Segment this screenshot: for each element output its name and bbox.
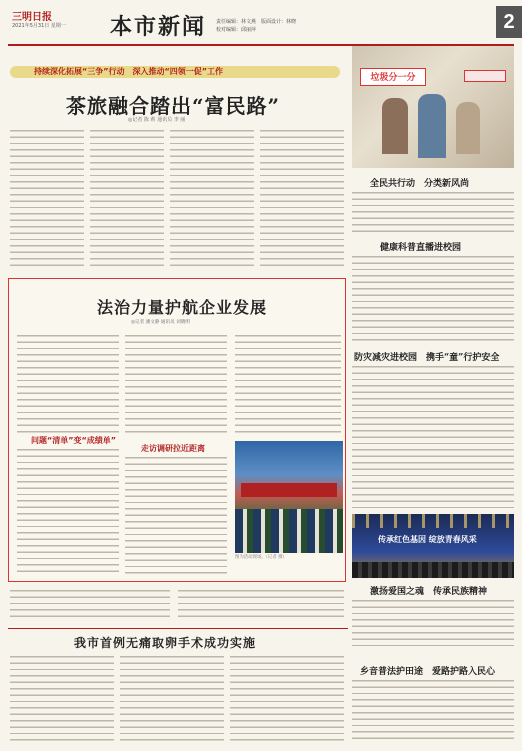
- masthead: [8, 6, 514, 46]
- top-story-column-2: [90, 128, 164, 266]
- right-story-4-head: 激扬爱国之魂 传承民族精神: [370, 587, 488, 597]
- top-story-headline: 茶旅融合踏出“富民路”: [66, 94, 281, 118]
- feature-byline: ◎记者 潘文静 通讯员 刘晓明: [131, 320, 190, 325]
- right-story-3-body: [352, 364, 514, 510]
- stage-lights: [352, 514, 514, 528]
- page-number: 2: [496, 6, 522, 38]
- stage-crowd: [352, 562, 514, 578]
- editors-credit: [216, 18, 296, 34]
- feature-photo: [235, 441, 343, 553]
- feature-headline: 法治力量护航企业发展: [97, 298, 268, 317]
- issue-date: 2021年5月31日 星期一: [12, 23, 66, 29]
- feature-column-3: [235, 333, 341, 433]
- feature-subhead: 走访调研拉近距离: [141, 444, 205, 453]
- right-story-2-body: [352, 254, 514, 342]
- bottom-story-column-3: [230, 654, 344, 744]
- bottom-story-column-1: [10, 654, 114, 744]
- right-story-5-body: [352, 678, 514, 744]
- photo-sign: 垃圾分一分: [360, 68, 426, 86]
- photo-person: [382, 98, 408, 154]
- feature-column-1: [17, 333, 119, 433]
- feature-photo-banner: [241, 483, 337, 497]
- feature-column-2b: [125, 455, 227, 577]
- bottom-story-headline: 我市首例无痛取卵手术成功实施: [74, 636, 257, 650]
- right-story-3-head: 防灾减灾进校园 携手“童”行护安全: [354, 353, 500, 363]
- right-story-1-head: 全民共行动 分类新风尚: [370, 179, 470, 189]
- feature-column-1b: [17, 447, 119, 577]
- bottom-divider: [8, 628, 348, 629]
- lower-left-column-2: [178, 588, 344, 622]
- feature-photo-caption: 图为活动现场。（记者 摄）: [235, 555, 287, 560]
- feature-subhead: 问题“清单”变“成绩单”: [31, 436, 117, 445]
- photo-person: [418, 94, 446, 158]
- section-title: 本市新闻: [110, 14, 207, 40]
- stage-photo: [352, 514, 514, 578]
- editors-line-1: 责任编辑：林文燕 版面设计：林晓: [216, 19, 297, 25]
- right-story-2-head: 健康科普直播进校园: [380, 243, 462, 253]
- top-story-column-1: [10, 128, 84, 266]
- right-story-1-body: [352, 190, 514, 234]
- top-story-column-3: [170, 128, 254, 266]
- photo-sign-secondary: [464, 70, 506, 82]
- feature-column-2: [125, 333, 227, 433]
- top-story-byline: ◎记者 陈 莉 通讯员 李 丽: [128, 117, 186, 123]
- top-story-column-4: [260, 128, 344, 266]
- editors-line-2: 校对编辑：邱丽萍: [216, 27, 257, 33]
- right-story-4-body: [352, 598, 514, 648]
- campaign-banner-text: 持续深化拓展“三争”行动 深入推动“四领一促”工作: [34, 67, 224, 76]
- paper-name: 三明日报: [12, 12, 52, 23]
- photo-person: [456, 102, 480, 154]
- lower-left-column-1: [10, 588, 170, 622]
- feature-photo-people: [235, 509, 343, 553]
- feature-story-box: [8, 278, 346, 582]
- stage-banner-text: 传承红色基因 绽放青春风采: [378, 534, 477, 544]
- bottom-story-column-2: [120, 654, 224, 744]
- garbage-sorting-photo: [352, 46, 514, 168]
- campaign-banner: [10, 66, 340, 78]
- right-story-5-head: 乡音普法护田途 爱路护路入民心: [360, 667, 496, 677]
